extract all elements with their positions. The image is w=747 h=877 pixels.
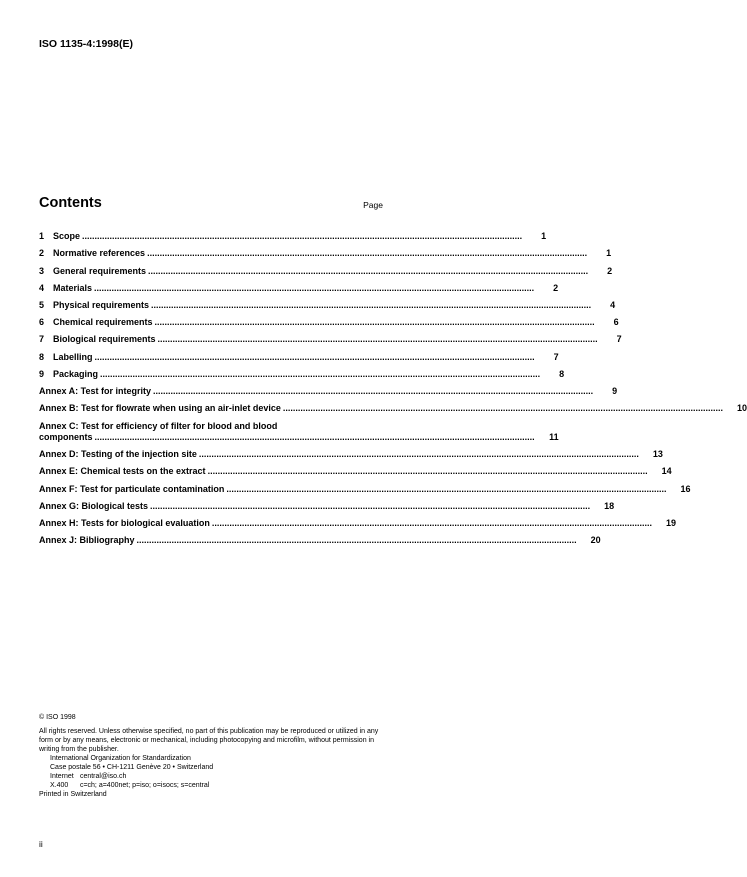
toc-entry (39, 477, 691, 494)
toc-entry-title: Biological requirements (53, 334, 156, 345)
organization-name: International Organization for Standardization (50, 755, 191, 762)
printed-in: Printed in Switzerland (39, 791, 107, 798)
toc-leader-dots: ................................................................................................................................................................................ (226, 483, 667, 494)
internet-label: Internet (50, 773, 74, 780)
toc-entry-title: Annex F: Test for particulate contamination (39, 483, 225, 494)
x400-contact (39, 781, 385, 790)
toc-entry (39, 512, 676, 529)
toc-entry-page: 13 (652, 449, 663, 460)
toc-entry-title: Chemical requirements (53, 317, 153, 328)
toc-leader-dots: ................................................................................................................................................................................ (198, 449, 639, 460)
toc-entry-number: 8 (39, 351, 45, 362)
internet-address: central@iso.ch (79, 773, 127, 780)
toc-entry-title: Annex H: Tests for biological evaluation (39, 518, 210, 528)
page-column-label: Page (363, 200, 383, 210)
toc-leader-dots: ................................................................................................................................................................................ (154, 317, 595, 328)
toc-entry (39, 380, 618, 397)
toc-leader-dots: ................................................................................................................................................................................ (136, 535, 577, 546)
toc-entry (39, 225, 547, 242)
toc-entry-title: Physical requirements (53, 299, 150, 310)
toc-entry-title: Scope (53, 231, 81, 242)
toc-entry-title: Annex G: Biological tests (39, 500, 149, 511)
toc-entry-page: 20 (590, 535, 601, 546)
toc-entry (39, 443, 663, 460)
x400-label: X.400 (50, 782, 69, 789)
toc-entry-number: 1 (39, 231, 45, 242)
toc-entry-number: 4 (39, 282, 45, 293)
toc-entry-page: 1 (606, 248, 612, 259)
table-of-contents (39, 225, 747, 546)
toc-entry-number: 2 (39, 248, 45, 259)
internet-contact (39, 772, 385, 781)
toc-entry-page: 6 (613, 317, 619, 328)
toc-entry-page: 2 (553, 282, 559, 293)
toc-entry-page: 9 (612, 385, 618, 396)
toc-leader-dots: ................................................................................................................................................................................ (151, 299, 592, 310)
toc-entry-page: 16 (680, 483, 691, 494)
toc-leader-dots: ................................................................................................................................................................................ (147, 248, 588, 259)
toc-entry-title: components (39, 432, 93, 443)
page-number: ii (39, 839, 43, 849)
copyright-block (39, 713, 385, 799)
toc-entry-page: 8 (559, 368, 565, 379)
toc-entry-number: 7 (39, 334, 45, 345)
copyright-notice: © ISO 1998 (39, 714, 76, 721)
toc-leader-dots: ................................................................................................................................................................................ (94, 282, 535, 293)
toc-entry (39, 311, 619, 328)
toc-entry-title: Labelling (53, 351, 93, 362)
contents-heading: Contents (39, 195, 102, 211)
toc-entry-page: 11 (549, 432, 559, 443)
toc-entry-title: Annex E: Chemical tests on the extract (39, 466, 206, 477)
toc-entry-page: 7 (553, 351, 559, 362)
toc-entry (39, 259, 613, 276)
toc-entry-title: Normative references (53, 248, 146, 259)
toc-entry-page: 18 (604, 500, 615, 511)
toc-entry-title: Annex D: Testing of the injection site (39, 449, 197, 460)
toc-entry (39, 277, 559, 294)
toc-leader-dots: ................................................................................................................................................................................ (150, 500, 591, 511)
toc-entry (39, 294, 616, 311)
toc-entry (39, 242, 612, 259)
toc-entry-title-line1: Annex C: Test for efficiency of filter for blood and blood (39, 421, 278, 432)
toc-leader-dots: ................................................................................................................................................................................ (94, 351, 535, 362)
toc-entry (39, 345, 559, 362)
toc-entry-page: 10 (736, 403, 747, 414)
toc-entry (39, 414, 559, 443)
toc-entry (39, 328, 622, 345)
toc-entry-number: 3 (39, 265, 45, 276)
postal-address: Case postale 56 • CH-1211 Genève 20 • Switzerland (50, 764, 214, 771)
toc-leader-dots: ................................................................................................................................................................................ (94, 432, 535, 443)
toc-entry-title: Annex A: Test for integrity (39, 385, 152, 396)
toc-leader-dots: ................................................................................................................................................................................ (157, 334, 598, 345)
toc-entry-page: 1 (541, 231, 547, 242)
toc-entry-title: General requirements (53, 265, 147, 276)
toc-entry (39, 460, 672, 477)
toc-leader-dots: ................................................................................................................................................................................ (153, 385, 594, 396)
toc-leader-dots: ................................................................................................................................................................................ (82, 231, 523, 242)
toc-leader-dots: ................................................................................................................................................................................ (207, 466, 648, 477)
toc-leader-dots: ................................................................................................................................................................................ (211, 518, 652, 528)
document-id: ISO 1135-4:1998(E) (39, 38, 133, 50)
toc-entry (39, 397, 747, 414)
toc-entry (39, 495, 615, 512)
toc-entry-number: 5 (39, 299, 45, 310)
toc-leader-dots: ................................................................................................................................................................................ (282, 403, 723, 414)
toc-entry-title: Annex J: Bibliography (39, 535, 135, 546)
toc-entry-number: 6 (39, 317, 45, 328)
toc-entry-page: 19 (665, 518, 676, 528)
toc-entry-page: 2 (607, 265, 613, 276)
toc-entry-number: 9 (39, 368, 45, 379)
toc-leader-dots: ................................................................................................................................................................................ (148, 265, 589, 276)
toc-entry (39, 363, 565, 380)
x400-address: c=ch; a=400net; p=iso; o=isocs; s=central (79, 782, 210, 789)
toc-entry-page: 14 (661, 466, 672, 477)
toc-leader-dots: ................................................................................................................................................................................ (100, 368, 541, 379)
toc-entry-title: Annex B: Test for flowrate when using an air-inlet device (39, 403, 281, 414)
rights-statement: All rights reserved. Unless otherwise specified, no part of this publication may be reproduced or utilized in any form or by any means, electronic or mechanical, including photocopying and microfilm, without permission in writing from the publisher. (39, 728, 379, 753)
toc-entry-title: Materials (53, 282, 93, 293)
toc-entry-page: 4 (610, 299, 616, 310)
toc-entry (39, 529, 601, 546)
toc-entry-title: Packaging (53, 368, 99, 379)
toc-entry-page: 7 (616, 334, 622, 345)
